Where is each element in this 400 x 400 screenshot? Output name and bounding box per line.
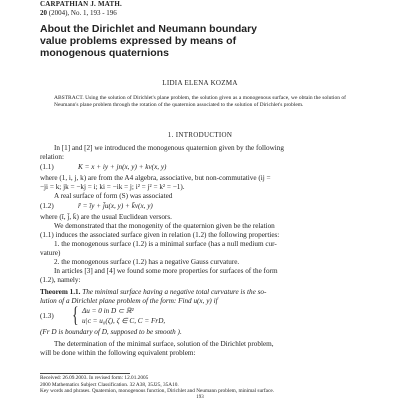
equation-line: u|ᴄ = u₀(ζ), ζ ∈ C, C = FrD,	[82, 317, 166, 325]
text-line: We demonstrated that the monogenity of the quaternion given be the relation	[54, 222, 275, 230]
journal-header	[40, 0, 122, 17]
journal-volume-line	[40, 9, 122, 18]
paper-title	[40, 23, 340, 59]
section-title: INTRODUCTION	[175, 131, 233, 139]
text-line: In [1] and [2] we introduced the monogenous quaternion given by the following	[54, 144, 284, 152]
author-name: LIDIA ELENA KOZMA	[162, 79, 238, 87]
theorem-line: (Fr D is boundary of D, supposed to be smooth ).	[40, 328, 182, 336]
keywords-note: Key words and phrases. Quaternion, monogenous function, Dirichlet and Neumann problem, minimal surface.	[40, 388, 275, 395]
text-line: The determination of the minimal surface, solution of the Dirichlet problem,	[54, 340, 274, 348]
theorem-label: Theorem 1.1.	[40, 288, 81, 296]
equation-number: (1.1)	[40, 163, 54, 171]
equation-number: (1.2)	[40, 202, 54, 210]
footnote-rule	[40, 373, 130, 374]
text-line: relation:	[40, 153, 64, 161]
equation-number: (1.3)	[40, 312, 54, 320]
text-line: where (1, i, j, k) are from the A4 algebra, associative, but non-commutative (ij =	[40, 174, 271, 182]
text-line: will be done within the following equivalent problem:	[40, 349, 196, 357]
journal-name: CARPATHIAN J. MATH.	[40, 0, 122, 8]
theorem-line	[40, 288, 364, 297]
title-line: value problems expressed by means of	[40, 35, 237, 47]
equation-line: Δu = 0 in D ⊂ ℝ²	[82, 307, 134, 315]
text-line: vature)	[40, 249, 61, 257]
received-note: Received: 26.09.2003. In revised form: 12.01.2005	[40, 375, 149, 381]
abstract	[54, 95, 346, 108]
msc-note: 2000 Mathematics Subject Classification. 32 A38, 35J25, 35A10.	[40, 381, 179, 388]
abstract-label: ABSTRACT.	[54, 95, 84, 101]
text-line: −ji = k; jk = −kj = i; ki = −ik = j; i² = j² = k² = −1).	[40, 183, 185, 191]
text-line: 2. the monogenous surface (1.2) has a negative Gauss curvature.	[54, 258, 240, 266]
footnotes	[40, 375, 364, 395]
equation-1-1	[40, 162, 364, 174]
section-number: 1.	[167, 131, 174, 139]
theorem-line: lution of a Dirichlet plane problem of the form: Find u(x, y) if	[40, 297, 218, 305]
text-line: A real surface of form (S) was associated	[54, 192, 173, 200]
page-number: 193	[196, 395, 204, 400]
text-line: (1.2), namely:	[40, 276, 81, 284]
text-line: where (ī, j̄, k̄) are the usual Euclidean versors.	[40, 213, 172, 221]
equation-1-3	[40, 302, 364, 328]
abstract-text: Using the solution of Dirichlet's plane problem, the solution given as a monogenous surface, we obtain the solution of Neumann's plane problem through the rotation of the quaternion associated to the solution of Dirichlet's problem.	[54, 95, 346, 108]
text-line: (1.1) induces the associated surface given in relation (1.2) the following properties:	[40, 231, 280, 239]
equation-expression: K = x + iy + jn(x, y) + kv(x, y)	[78, 163, 167, 171]
left-brace: {	[72, 302, 79, 327]
equation-expression: r̄ = īy + j̄u(x, y) + k̄v(x, y)	[78, 202, 153, 210]
text-line: In articles [3] and [4] we found some more properties for surfaces of the form	[54, 267, 278, 275]
section-heading	[0, 131, 400, 139]
title-line: monogenous quaternions	[40, 47, 169, 59]
issue-pages: (2004), No. 1, 193 - 196	[48, 8, 117, 17]
theorem-text: The minimal surface having a negative total curvature is the so-	[82, 288, 267, 296]
body-text	[40, 144, 364, 358]
volume-number: 20	[40, 8, 47, 17]
equation-1-2	[40, 201, 364, 213]
text-line: 1. the monogenous surface (1.2) is a minimal surface (has a null medium cur-	[54, 240, 277, 248]
title-line: About the Dirichlet and Neumann boundary	[40, 23, 258, 35]
